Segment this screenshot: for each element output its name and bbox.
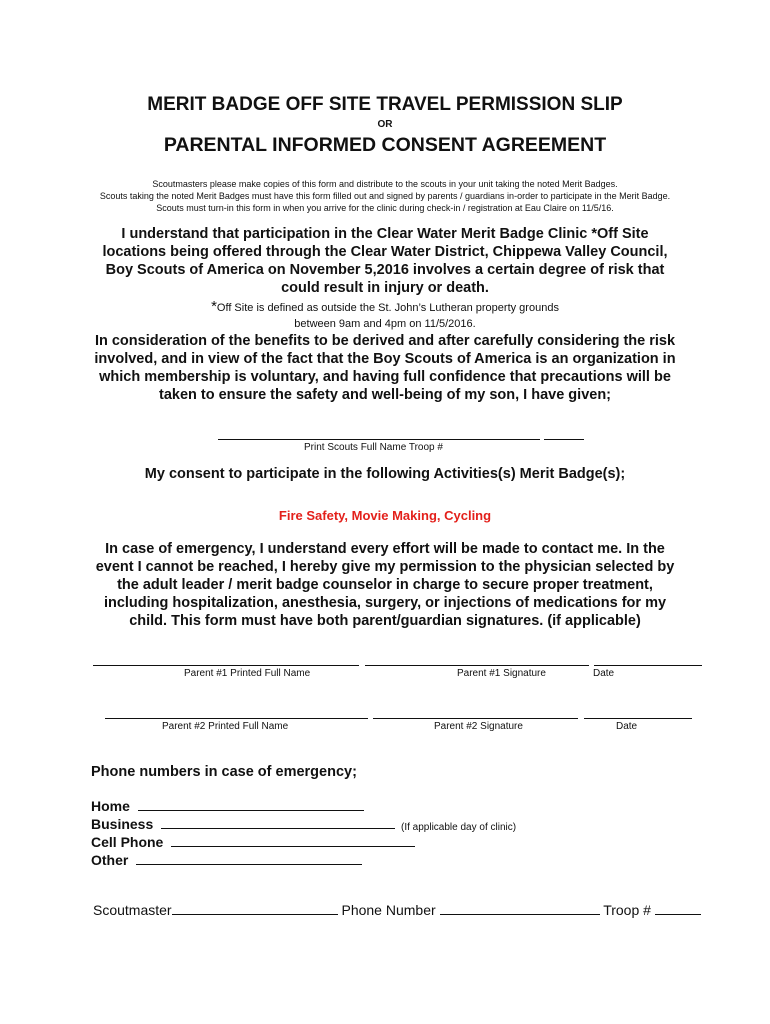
business-label: Business: [91, 816, 154, 832]
understand-line-3: Boy Scouts of America on November 5,2016 involves a certain degree of risk that: [105, 262, 665, 278]
other-phone-field[interactable]: [136, 852, 362, 865]
parent2-name-label: Parent #2 Printed Full Name: [162, 721, 289, 732]
parent1-name-label: Parent #1 Printed Full Name: [184, 668, 311, 679]
phone-number-label: Phone Number: [341, 902, 436, 918]
consideration-line-3: which membership is voluntary, and having full confidence that precautions will be: [99, 369, 671, 385]
other-label: Other: [91, 852, 129, 868]
offsite-note-line-1: [0, 299, 770, 316]
consideration-line-2: involved, and in view of the fact that the Boy Scouts of America is an organization in: [94, 351, 676, 367]
emergency-line-3: the adult leader / merit badge counselor in charge to secure proper treatment,: [117, 577, 653, 593]
home-phone-row: [91, 798, 364, 814]
business-phone-field[interactable]: [161, 816, 395, 829]
scoutmaster-troop-field[interactable]: [655, 902, 701, 915]
phone-heading: Phone numbers in case of emergency;: [91, 764, 357, 780]
parent2-date-label: Date: [616, 721, 638, 732]
cell-phone-row: [91, 834, 415, 850]
scout-name-field[interactable]: [218, 438, 540, 440]
consent-heading: My consent to participate in the following Activities(s) Merit Badge(s);: [144, 466, 626, 482]
scout-name-label: Print Scouts Full Name Troop #: [304, 442, 443, 453]
offsite-note-text: Off Site is defined as outside the St. John’s Lutheran property grounds: [216, 302, 559, 314]
parent1-name-field[interactable]: [93, 664, 359, 666]
asterisk: *: [211, 298, 217, 315]
parent2-signature-label: Parent #2 Signature: [434, 721, 523, 732]
parent1-signature-field[interactable]: [365, 664, 589, 666]
scoutmaster-label: Scoutmaster: [93, 902, 172, 918]
business-phone-row: [91, 816, 395, 832]
business-note: (If applicable day of clinic): [401, 822, 517, 833]
understand-line-2: locations being offered through the Clear Water District, Chippewa Valley Council,: [102, 244, 668, 260]
form-title: MERIT BADGE OFF SITE TRAVEL PERMISSION SLIP: [147, 94, 623, 115]
understand-line-4: could result in injury or death.: [281, 280, 489, 296]
instruction-line-2: Scouts taking the noted Merit Badges must have this form filled out and signed by parents / guardians in-order to participate in the Merit Badge.: [99, 191, 671, 201]
understand-line-1: I understand that participation in the Clear Water Merit Badge Clinic *Off Site: [121, 226, 649, 242]
parent2-date-field[interactable]: [584, 717, 692, 719]
emergency-line-2: event I cannot be reached, I hereby give my permission to the physician selected by: [95, 559, 675, 575]
activities-list: Fire Safety, Movie Making, Cycling: [278, 508, 492, 523]
scoutmaster-phone-field[interactable]: [440, 902, 600, 915]
form-subtitle: PARENTAL INFORMED CONSENT AGREEMENT: [163, 134, 607, 156]
emergency-line-4: including hospitalization, anesthesia, surgery, or injections of medications for my: [103, 595, 667, 611]
cell-label: Cell Phone: [91, 834, 164, 850]
emergency-line-5: child. This form must have both parent/guardian signatures. (if applicable): [129, 613, 641, 629]
or-separator: OR: [377, 119, 393, 130]
home-label: Home: [91, 798, 130, 814]
emergency-line-1: In case of emergency, I understand every effort will be made to contact me. In the: [105, 541, 665, 557]
parent2-name-field[interactable]: [105, 717, 368, 719]
parent2-signature-field[interactable]: [373, 717, 578, 719]
other-phone-row: [91, 852, 362, 868]
offsite-note-line-2: between 9am and 4pm on 11/5/2016.: [294, 318, 476, 330]
consideration-line-1: In consideration of the benefits to be derived and after carefully considering the risk: [94, 333, 676, 349]
parent1-date-label: Date: [593, 668, 615, 679]
consideration-line-4: taken to ensure the safety and well-being of my son, I have given;: [158, 387, 612, 403]
parent1-date-field[interactable]: [594, 664, 702, 666]
troop-label: Troop #: [603, 902, 651, 918]
parent1-signature-label: Parent #1 Signature: [457, 668, 546, 679]
home-phone-field[interactable]: [138, 798, 364, 811]
troop-number-field[interactable]: [544, 438, 584, 440]
instruction-line-3: Scouts must turn-in this form in when you arrive for the clinic during check-in / registration at Eau Claire on 11/5/16.: [156, 203, 614, 213]
instruction-line-1: Scoutmasters please make copies of this form and distribute to the scouts in your unit taking the noted Merit Badges.: [152, 179, 618, 189]
scoutmaster-field[interactable]: [172, 902, 338, 915]
cell-phone-field[interactable]: [171, 834, 415, 847]
scoutmaster-row: [93, 902, 701, 918]
